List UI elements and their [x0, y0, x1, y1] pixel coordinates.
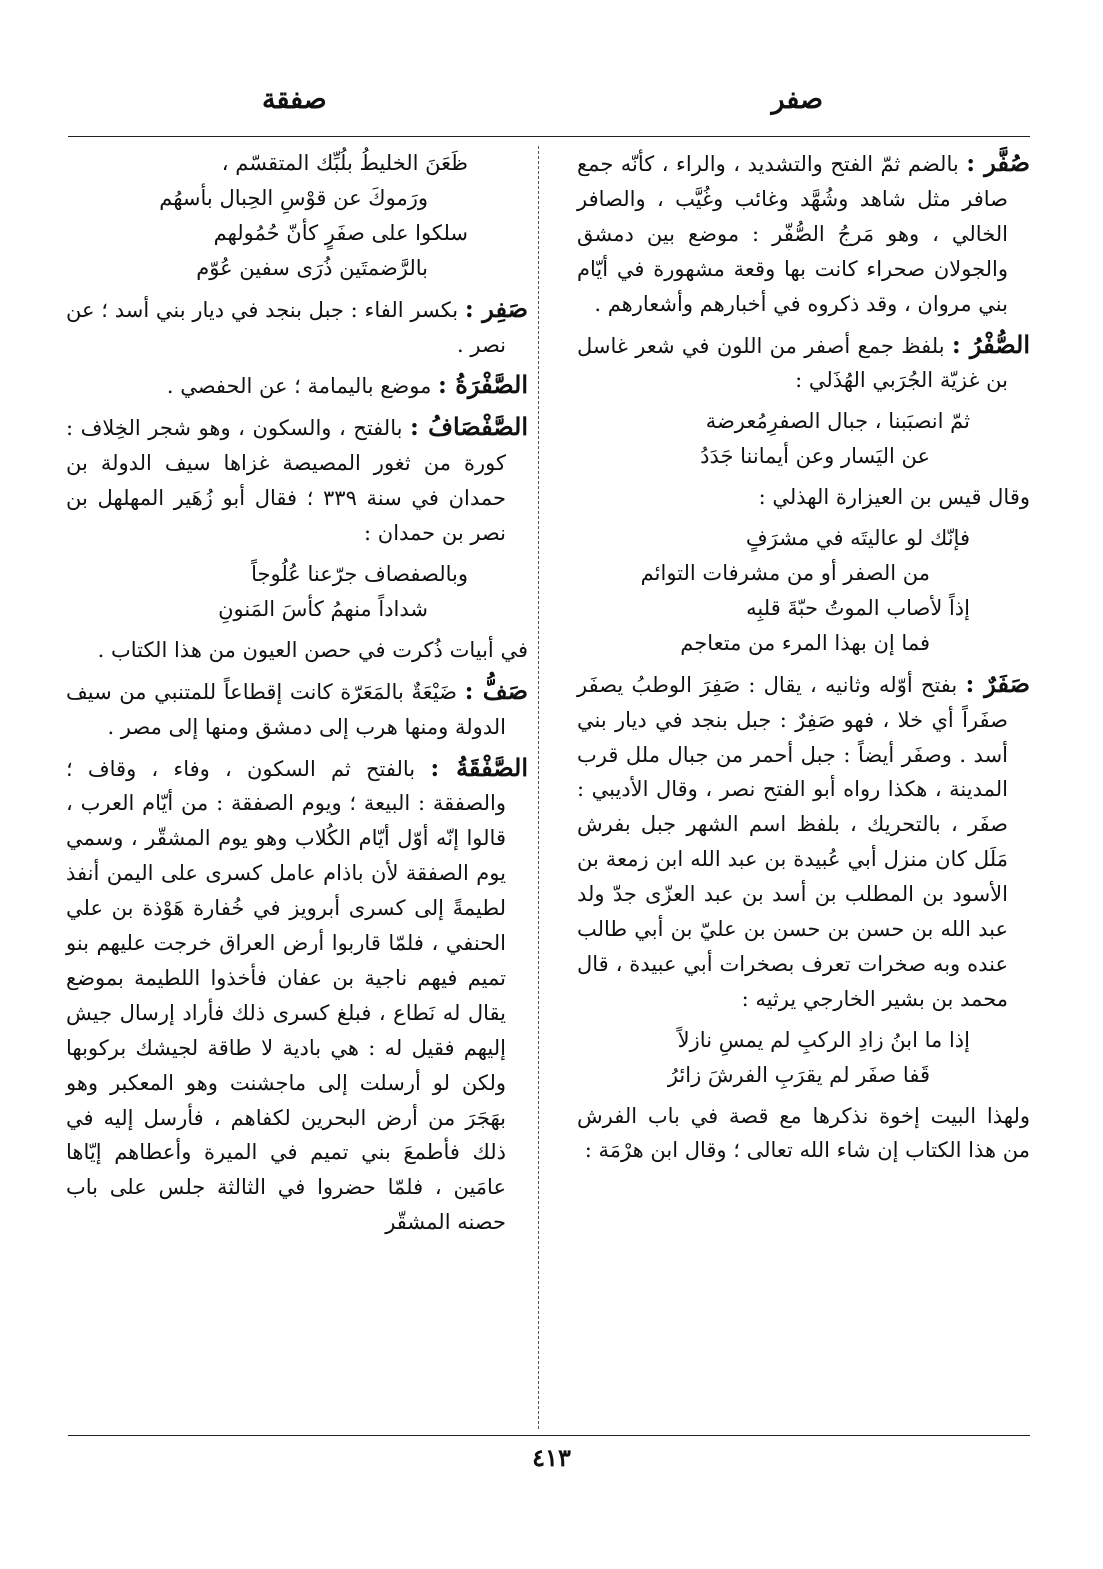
dictionary-entry	[66, 368, 528, 404]
entry-headword: صَفُّ :	[464, 675, 528, 705]
entry-headword: الصَّفْقَةُ :	[430, 752, 529, 782]
dictionary-entry	[66, 410, 528, 551]
entry-headword: الصَّفْرَةُ :	[438, 370, 528, 400]
poem-verse	[66, 146, 528, 286]
entry-headword: صُفَّر :	[966, 148, 1030, 177]
entry-body: بفتح أوّله وثانيه ، يقال : صَفِرَ الوطبُ يصفَر صفَراً أي خلا ، فهو صَفِرٌ : جبل بنجد في ديار بني أسد . وصفَر أيضاً : جبل أحمر من جبال ملل قرب المدينة ، هكذا رواه أبو الفتح نصر ، وقال الأديبي : صفَر ، بالتحريك ، بلفظ اسم الشهر جبل بفرش مَلَل كان منزل أبي عُبيدة بن عبد الله ابن زمعة بن الأسود بن المطلب بن أسد بن عبد العزّى جدّ ولد عبد الله بن حسن بن حسن بن عليّ بن أبي طالب عنده وبه صخرات تعرف بصخرات أبي عبيدة ، قال محمد بن بشير الخارجي يرثيه :	[577, 672, 1008, 1011]
verse-line: عن اليَسار وعن أيماننا جَدَدُ	[700, 444, 930, 469]
page-number: ٤١٣	[532, 1443, 571, 1472]
prose-paragraph	[577, 480, 1030, 515]
left-column	[66, 146, 528, 1246]
prose-paragraph	[577, 1099, 1030, 1169]
verse-line: فإنّك لو عاليتَه في مشرَفٍ	[745, 526, 970, 551]
entry-headword: الصَّفْصَافُ :	[409, 412, 529, 442]
entry-body: بالضم ثمّ الفتح والتشديد ، والراء ، كأنّه جمع صافر مثل شاهد وشُهَّد وغائب وغُيَّب ، والصافر الخالي ، وهو مَرجُ الصُّفّر : موضع بين دمشق والجولان صحراء كانت بها وقعة مشهورة في أيّام بني مروان ، وقد ذكروه في أخبارهم وأشعارهم .	[577, 152, 1008, 316]
poem-verse	[577, 521, 1030, 661]
column-divider	[538, 146, 539, 1429]
dictionary-entry	[66, 674, 528, 745]
entry-headword: الصُّفْرُ :	[951, 329, 1031, 359]
verse-line: إذا ما ابنُ زادِ الركبِ لم يمسِ نازلاً	[677, 1027, 970, 1052]
dictionary-entry	[577, 146, 1030, 322]
dictionary-entry	[66, 751, 528, 1241]
poem-verse	[577, 404, 1030, 474]
entry-body: بلفظ جمع أصفر من اللون في شعر غاسل بن غزيّة الجُرَبي الهُذَلي :	[577, 333, 1008, 393]
entry-headword: صَفِر :	[464, 293, 528, 323]
verse-line: سلكوا على صفَرٍ كأنّ حُمُولهم	[213, 220, 468, 245]
dictionary-entry	[66, 292, 528, 363]
poem-verse	[66, 557, 528, 627]
footer-rule	[68, 1435, 1030, 1436]
verse-line: وبالصفصاف جرّعنا عُلُوجاً	[251, 561, 468, 586]
dictionary-entry	[577, 328, 1030, 399]
verse-line: من الصفر أو من مشرفات التوائم	[640, 560, 930, 585]
poem-verse	[577, 1023, 1030, 1093]
entry-body: بالفتح ثم السكون ، وفاء ، وقاف ؛ والصفقة : البيعة ؛ ويوم الصفقة : من أيّام العرب ، قالوا إنّه أوّل أيّام الكُلاب وهو يوم المشقّر ، وسمي يوم الصفقة لأن باذام عامل كسرى على اليمن أنفذ لطيمةً إلى كسرى أبرويز في خُفارة هَوْذة بن علي الحنفي ، فلمّا قاربوا أرض العراق خرجت عليهم بنو تميم فيهم ناجية بن عفان فأخذوا اللطيمة بموضع يقال له نَطاع ، فبلغ كسرى ذلك فأراد إرسال جيش إليهم فقيل له : هي بادية لا طاقة لجيشك بركوبها ولكن لو أرسلت إلى ماجشنت وهو المعكبر وهو بهَجَرَ من أرض البحرين لكفاهم ، فأرسل إليه في ذلك فأطمعَ بني تميم في الميرة وأعطاهم إيّاها عامَين ، فلمّا حضروا في الثالثة جلس على باب حصنه المشقّر	[66, 756, 506, 1235]
verse-line: فما إن بهذا المرء من متعاجم	[680, 630, 930, 655]
verse-line: ورَموكَ عن قوْسِ الحِبال بأسهُم	[159, 185, 428, 210]
prose-paragraph	[66, 633, 528, 668]
entry-headword: صَفَرٌ :	[965, 668, 1030, 698]
dictionary-entry	[577, 667, 1030, 1017]
header-rule	[68, 136, 1030, 137]
verse-line: إذاً لأصاب الموتُ حبّةَ قلبِه	[746, 595, 970, 620]
entry-body: ولهذا البيت إخوة نذكرها مع قصة في باب الفرش من هذا الكتاب إن شاء الله تعالى ؛ وقال ابن هرْمَة :	[577, 1103, 1030, 1163]
entry-body: وقال قيس بن العيزارة الهذلي :	[758, 485, 1030, 510]
verse-line: ظَعَنَ الخليطُ بلُبِّك المتقسّم ،	[221, 151, 468, 175]
verse-line: ثمّ انصبَبنا ، جبال الصفرِمُعرضة	[705, 409, 970, 434]
verse-line: شداداً منهمُ كأسَ المَنونِ	[218, 596, 428, 621]
running-head-left: صفقة	[262, 84, 327, 115]
entry-body: ضَيْعَةٌ بالمَعَرّة كانت إقطاعاً للمتنبي من سيف الدولة ومنها هرب إلى دمشق ومنها إلى مصر .	[66, 679, 506, 739]
entry-body: في أبيات ذُكرت في حصن العيون من هذا الكتاب .	[97, 637, 528, 662]
verse-line: قَفا صفَر لم يقرَبِ الفرشَ زائرُ	[667, 1062, 930, 1087]
entry-body: بكسر الفاء : جبل بنجد في ديار بني أسد ؛ عن نصر .	[66, 297, 506, 357]
right-column	[577, 146, 1030, 1174]
verse-line: بالرَّضمتَين ذُرَى سفين عُوّم	[196, 255, 428, 280]
entry-body: موضع باليمامة ؛ عن الحفصي .	[166, 374, 439, 399]
running-head-right: صفر	[771, 84, 823, 115]
entry-body: بالفتح ، والسكون ، وهو شجر الخِلاف : كورة من ثغور المصيصة غزاها سيف الدولة بن حمدان في سنة ٣٣٩ ؛ فقال أبو زُهَير المهلهل بن نصر بن حمدان :	[66, 416, 506, 546]
